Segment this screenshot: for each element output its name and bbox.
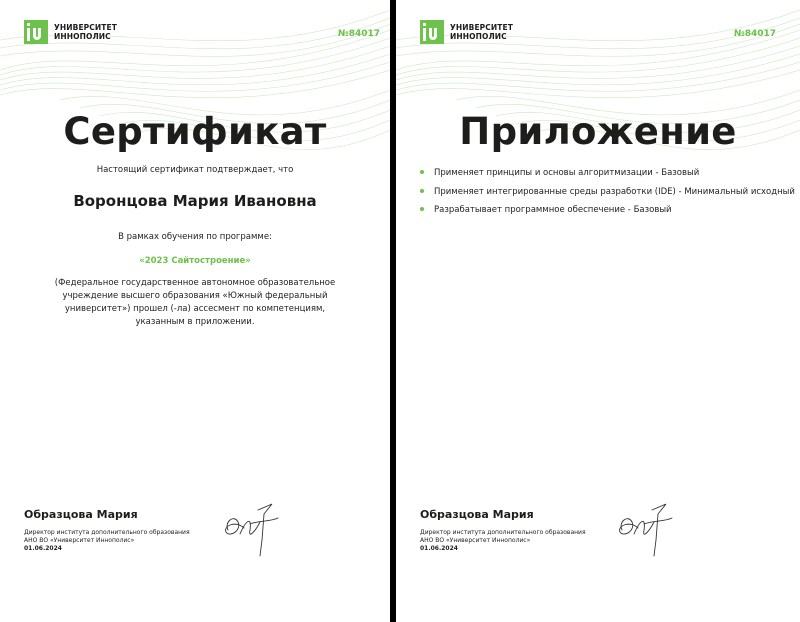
signatory-block [420, 508, 586, 552]
list-item [420, 205, 795, 215]
competency-text: Разрабатывает программное обеспечение - Базовый [434, 205, 672, 215]
certificate-intro: Настоящий сертификат подтверждает, что [96, 165, 294, 175]
signatory-role-line-1: Директор института дополнительного образования [420, 529, 586, 536]
logo-line-2: ИННОПОЛИС [450, 32, 507, 41]
logo-line-2: ИННОПОЛИС [54, 32, 111, 41]
signatory-block [24, 508, 190, 552]
list-item [420, 168, 795, 178]
innopolis-logo-icon [420, 20, 444, 44]
signatory-role-line-1: Директор института дополнительного образования [24, 529, 190, 536]
green-dot-bullet-icon [420, 207, 424, 211]
logo-line-1: УНИВЕРСИТЕТ [54, 23, 117, 32]
appendix-page [396, 0, 800, 622]
signatory-date: 01.06.2024 [24, 545, 62, 552]
signatory-name: Образцова Мария [24, 508, 138, 521]
competency-text: Применяет принципы и основы алгоритмизации - Базовый [434, 168, 700, 178]
competency-text: Применяет интегрированные среды разработки (IDE) - Минимальный исходный [434, 186, 795, 197]
green-dot-bullet-icon [420, 170, 424, 174]
certificate-number: №84017 [733, 29, 776, 39]
competency-list [420, 168, 795, 224]
program-name: «2023 Сайтостроение» [139, 256, 251, 266]
university-logo [24, 20, 117, 44]
recipient-name: Воронцова Мария Ивановна [73, 192, 317, 210]
signatory-role-line-2: АНО ВО «Университет Иннополис» [420, 537, 531, 544]
program-intro: В рамках обучения по программе: [118, 232, 272, 242]
certificate-page [0, 0, 390, 622]
certificate-number: №84017 [337, 29, 380, 39]
certificate-body: (Федеральное государственное автономное образовательное учреждение высшего образования «Южный федеральный университет») прошел (-ла) ассесмент по компетенциям, указанным в приложении. [54, 278, 336, 327]
page-title: Приложение [459, 110, 737, 153]
logo-text [54, 23, 117, 41]
handwritten-signature-icon [220, 500, 282, 560]
handwritten-signature-icon [614, 500, 676, 560]
university-logo [420, 20, 513, 44]
signatory-date: 01.06.2024 [420, 545, 458, 552]
signatory-name: Образцова Мария [420, 508, 534, 521]
page-title: Сертификат [63, 110, 327, 153]
list-item [420, 187, 795, 197]
logo-text [450, 23, 513, 41]
innopolis-logo-icon [24, 20, 48, 44]
green-dot-bullet-icon [420, 189, 424, 193]
logo-line-1: УНИВЕРСИТЕТ [450, 23, 513, 32]
signatory-role-line-2: АНО ВО «Университет Иннополис» [24, 537, 135, 544]
